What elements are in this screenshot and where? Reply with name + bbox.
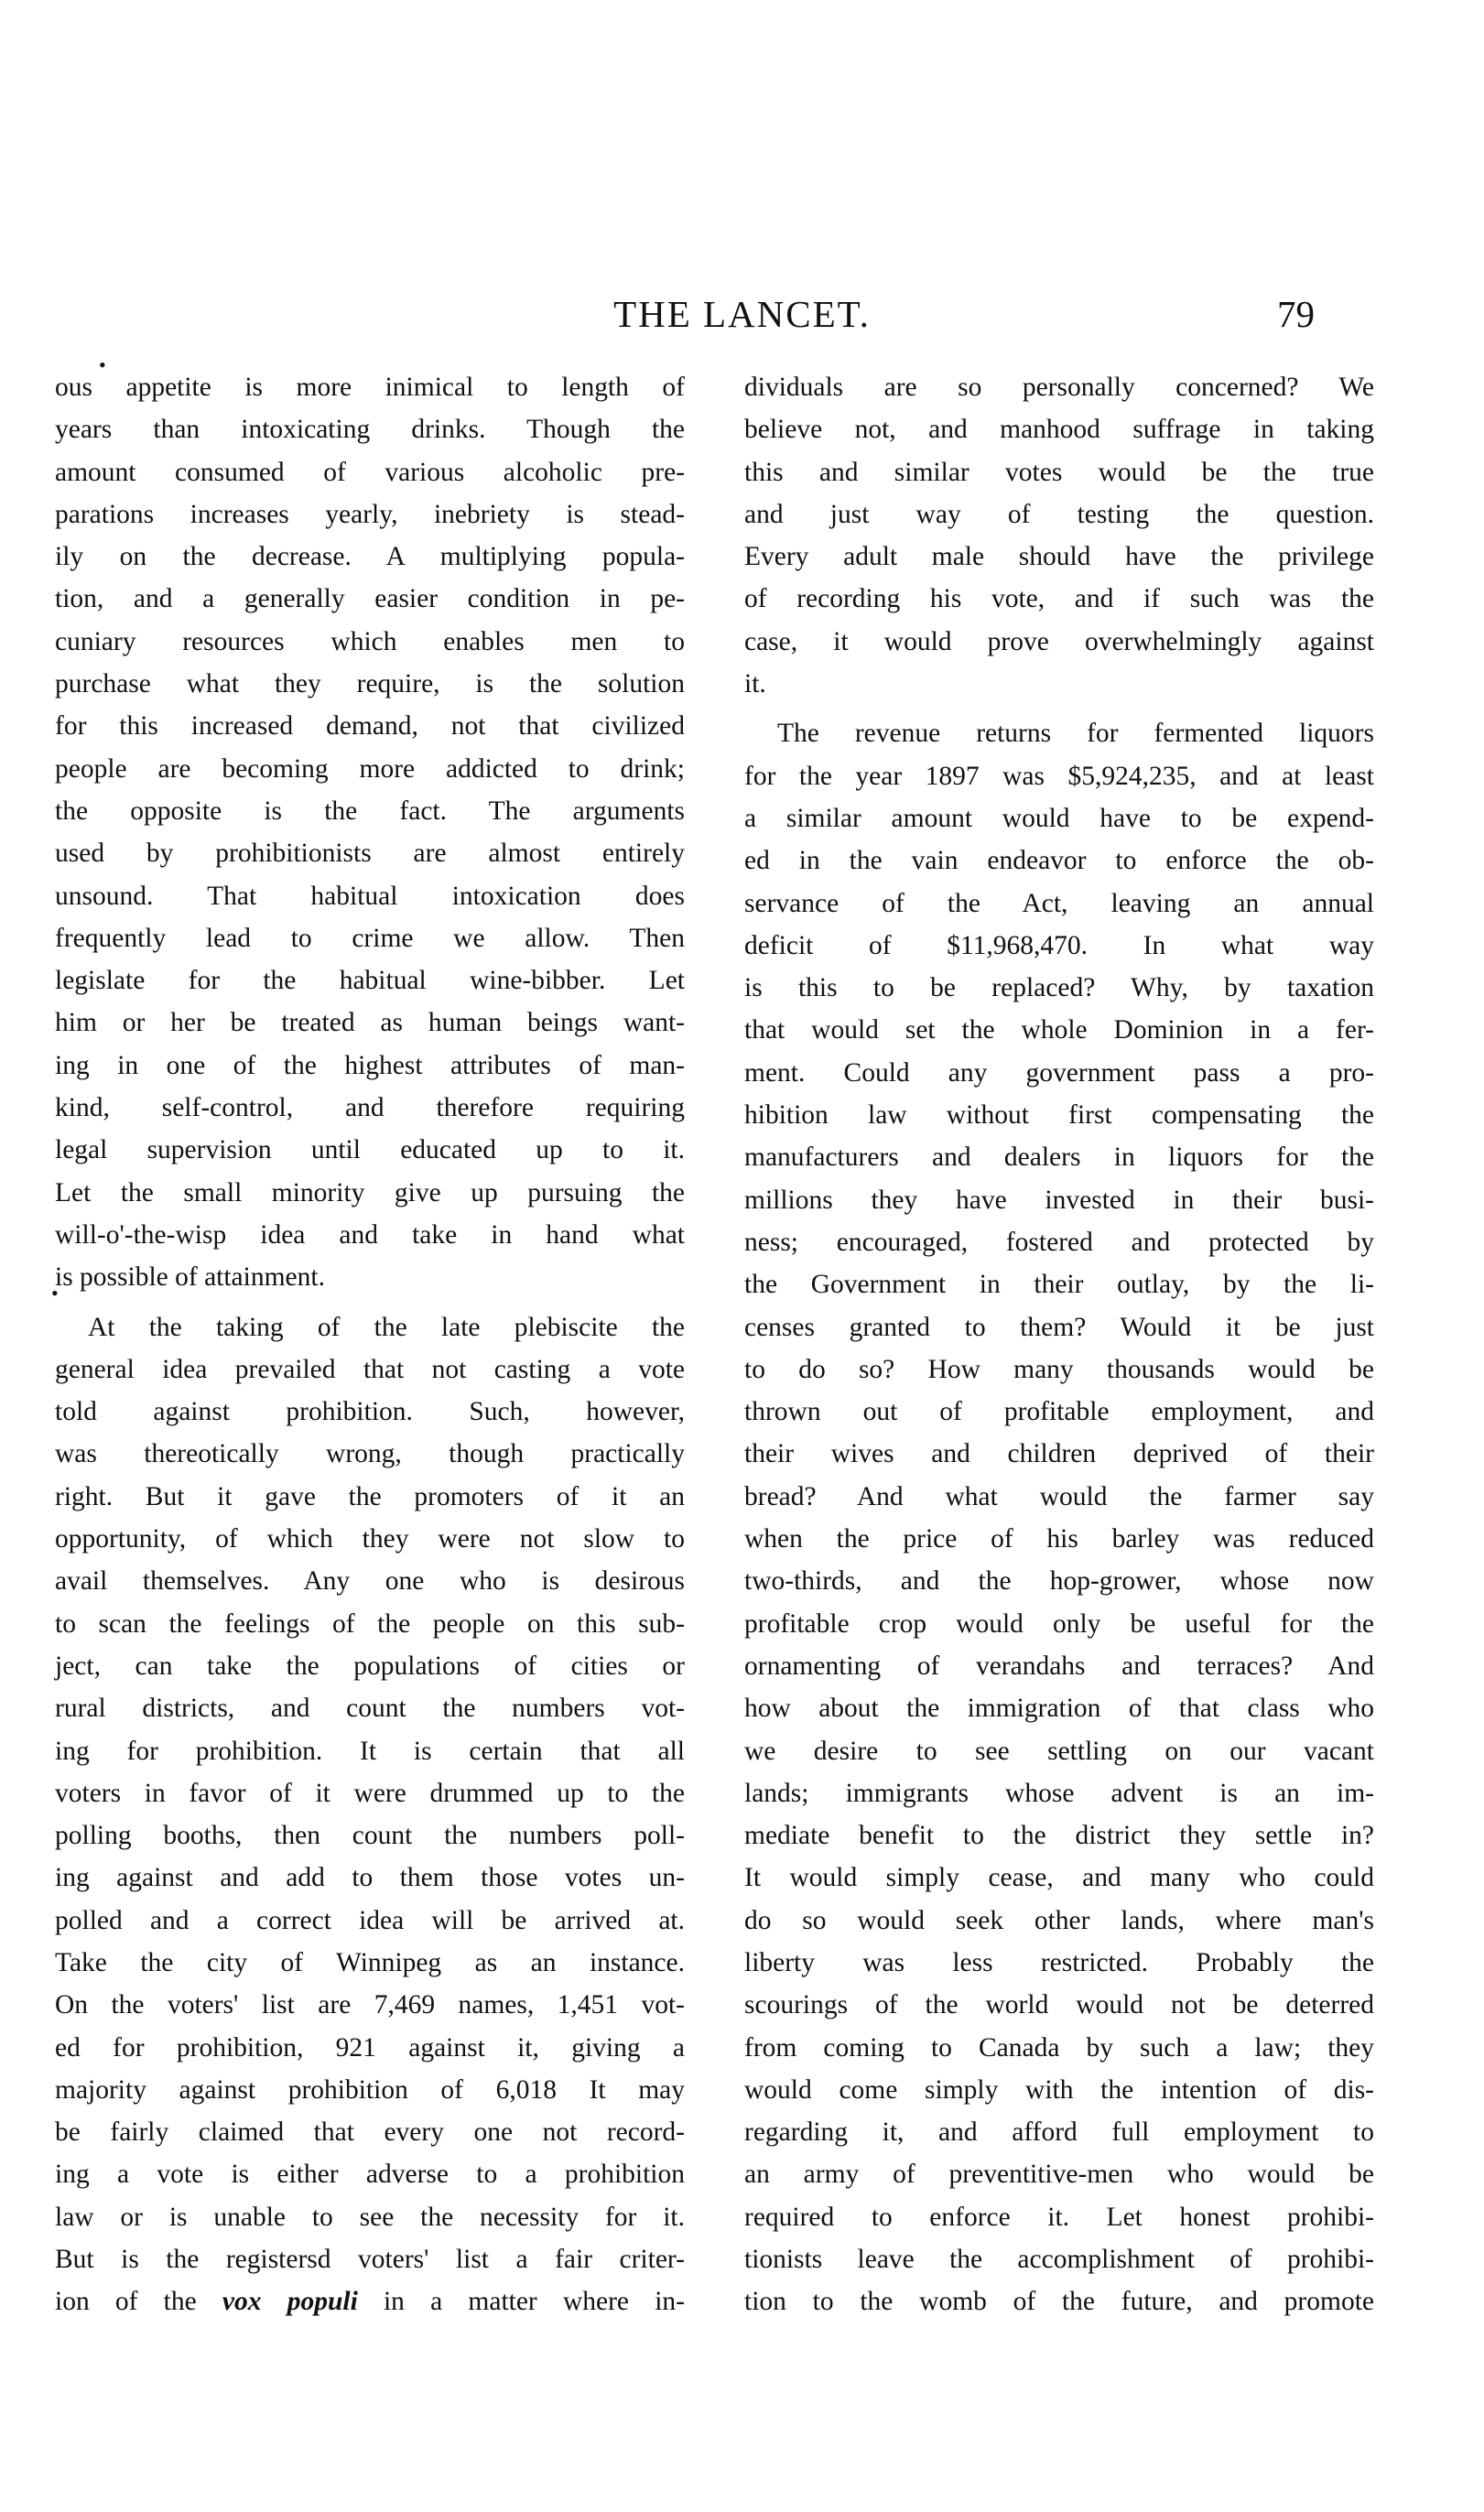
text-line: was thereotically wrong, though practically [55,1439,685,1469]
print-speck: • [51,1282,59,1305]
text-line: do so would seek other lands, where man's [744,1905,1374,1935]
text-line: will-o'-the-wisp idea and take in hand what [55,1219,685,1250]
text-line: ed for prohibition, 921 against it, giving a [55,2032,685,2063]
text-line: bread? And what would the farmer say [744,1481,1374,1511]
text-line: At the taking of the late plebiscite the [88,1312,685,1342]
text-line: their wives and children deprived of their [744,1439,1374,1469]
text-line: servance of the Act, leaving an annual [744,888,1374,918]
text-line: amount consumed of various alcoholic pre- [55,457,685,487]
text-line: On the voters' list are 7,469 names, 1,451 vot- [55,1990,685,2020]
text-line: censes granted to them? Would it be just [744,1312,1374,1342]
text-line: Every adult male should have the privilege [744,542,1374,572]
paragraph-gap [744,705,1374,712]
text-line: ed in the vain endeavor to enforce the ob- [744,846,1374,876]
text-line: regarding it, and afford full employment to [744,2117,1374,2148]
text-line: mediate benefit to the district they settle in? [744,1821,1374,1851]
text-line: tionists leave the accomplishment of prohibi- [744,2245,1374,2275]
text-line: ous appetite is more inimical to length of [55,373,685,402]
text-line: years than intoxicating drinks. Though the [55,415,685,445]
text-line: Take the city of Winnipeg as an instance. [55,1947,685,1977]
text-line: general idea prevailed that not casting a vote [55,1354,685,1384]
text-line: Let the small minority give up pursuing the [55,1177,685,1207]
text-line: manufacturers and dealers in liquors for the [744,1142,1374,1173]
text-line: ject, can take the populations of cities or [55,1651,685,1681]
text-line: liberty was less restricted. Probably the [744,1947,1374,1977]
text-line: be fairly claimed that every one not record- [55,2117,685,2148]
text-line: believe not, and manhood suffrage in taking [744,415,1374,445]
text-line: It would simply cease, and many who could [744,1863,1374,1893]
text-line: this and similar votes would be the true [744,457,1374,487]
text-line: a similar amount would have to be expend- [744,803,1374,833]
text-line: deficit of $11,968,470. In what way [744,930,1374,960]
text-line: used by prohibitionists are almost entirely [55,839,685,869]
text-line: we desire to see settling on our vacant [744,1736,1374,1766]
text-line: ily on the decrease. A multiplying popula- [55,542,685,572]
text-line: the Government in their outlay, by the li- [744,1270,1374,1300]
text-line: law or is unable to see the necessity for it. [55,2202,685,2232]
text-line: to do so? How many thousands would be [744,1354,1374,1384]
text-line: opportunity, of which they were not slow to [55,1524,685,1554]
text-line: right. But it gave the promoters of it an [55,1481,685,1511]
right-paragraph-1 [744,366,1374,705]
text-line: for the year 1897 was $5,924,235, and at least [744,761,1374,791]
text-line: ness; encouraged, fostered and protected by [744,1227,1374,1257]
text-line: ing in one of the highest attributes of man- [55,1050,685,1080]
text-line: ing against and add to them those votes un- [55,1863,685,1893]
text-line: lands; immigrants whose advent is an im- [744,1778,1374,1808]
text-line: tion to the womb of the future, and promote [744,2287,1374,2317]
text-line: is this to be replaced? Why, by taxation [744,973,1374,1003]
text-line: for this increased demand, not that civilized [55,711,685,742]
text-line: to scan the feelings of the people on this sub- [55,1608,685,1639]
text-line: an army of preventitive-men who would be [744,2160,1374,2190]
right-column [744,366,1374,2323]
text-line: tion, and a generally easier condition in pe- [55,584,685,614]
text-line: from coming to Canada by such a law; they [744,2032,1374,2063]
text-line: profitable crop would only be useful for the [744,1608,1374,1639]
text-line: unsound. That habitual intoxication does [55,881,685,911]
text-line: parations increases yearly, inebriety is stead- [55,499,685,529]
text-line: ing a vote is either adverse to a prohibition [55,2160,685,2190]
text-line: that would set the whole Dominion in a fer- [744,1015,1374,1045]
text-line: scourings of the world would not be deterred [744,1990,1374,2020]
page-number: 79 [1277,293,1315,335]
text-line: thrown out of profitable employment, and [744,1397,1374,1427]
paragraph-gap [55,1299,685,1306]
print-speck: • [99,353,106,376]
text-line: frequently lead to crime we allow. Then [55,923,685,953]
text-line: him or her be treated as human beings want- [55,1008,685,1038]
text-line: avail themselves. Any one who is desirous [55,1566,685,1597]
text-line: of recording his vote, and if such was the [744,584,1374,614]
left-paragraph-1 [55,366,685,1299]
text-line: ment. Could any government pass a pro- [744,1057,1374,1088]
text-line: dividuals are so personally concerned? We [744,373,1374,402]
running-title: THE LANCET. [613,293,871,335]
text-line: The revenue returns for fermented liquors [777,719,1374,749]
text-line: ing for prohibition. It is certain that all [55,1736,685,1766]
text-line: when the price of his barley was reduced [744,1524,1374,1554]
text-line: required to enforce it. Let honest prohibi- [744,2202,1374,2232]
text-line: majority against prohibition of 6,018 It may [55,2074,685,2105]
text-line: and just way of testing the question. [744,499,1374,529]
left-paragraph-2 [55,1306,685,2323]
text-line: kind, self-control, and therefore requiring [55,1093,685,1123]
text-line: would come simply with the intention of dis- [744,2074,1374,2105]
text-line: two-thirds, and the hop-grower, whose now [744,1566,1374,1597]
text-line: it. [744,669,766,699]
right-paragraph-2 [744,712,1374,2323]
text-line: cuniary resources which enables men to [55,626,685,656]
text-line: the opposite is the fact. The arguments [55,796,685,826]
text-line: voters in favor of it were drummed up to the [55,1778,685,1808]
text-line: ion of the vox populi in a matter where in- [55,2287,685,2317]
text-line: told against prohibition. Such, however, [55,1397,685,1427]
text-line: how about the immigration of that class who [744,1694,1374,1724]
text-line: is possible of attainment. [55,1262,325,1293]
text-line: legal supervision until educated up to it. [55,1135,685,1165]
text-line: polled and a correct idea will be arrived at. [55,1905,685,1935]
text-line: But is the registersd voters' list a fair criter- [55,2245,685,2275]
text-line: millions they have invested in their busi- [744,1185,1374,1215]
text-line: hibition law without first compensating the [744,1100,1374,1131]
text-line: ornamenting of verandahs and terraces? And [744,1651,1374,1681]
text-line: rural districts, and count the numbers vot- [55,1694,685,1724]
text-line: people are becoming more addicted to drink; [55,753,685,784]
text-line: polling booths, then count the numbers poll- [55,1821,685,1851]
text-line: purchase what they require, is the solution [55,669,685,699]
left-column [55,366,685,2323]
text-line: case, it would prove overwhelmingly against [744,626,1374,656]
text-line: legislate for the habitual wine-bibber. Let [55,966,685,996]
